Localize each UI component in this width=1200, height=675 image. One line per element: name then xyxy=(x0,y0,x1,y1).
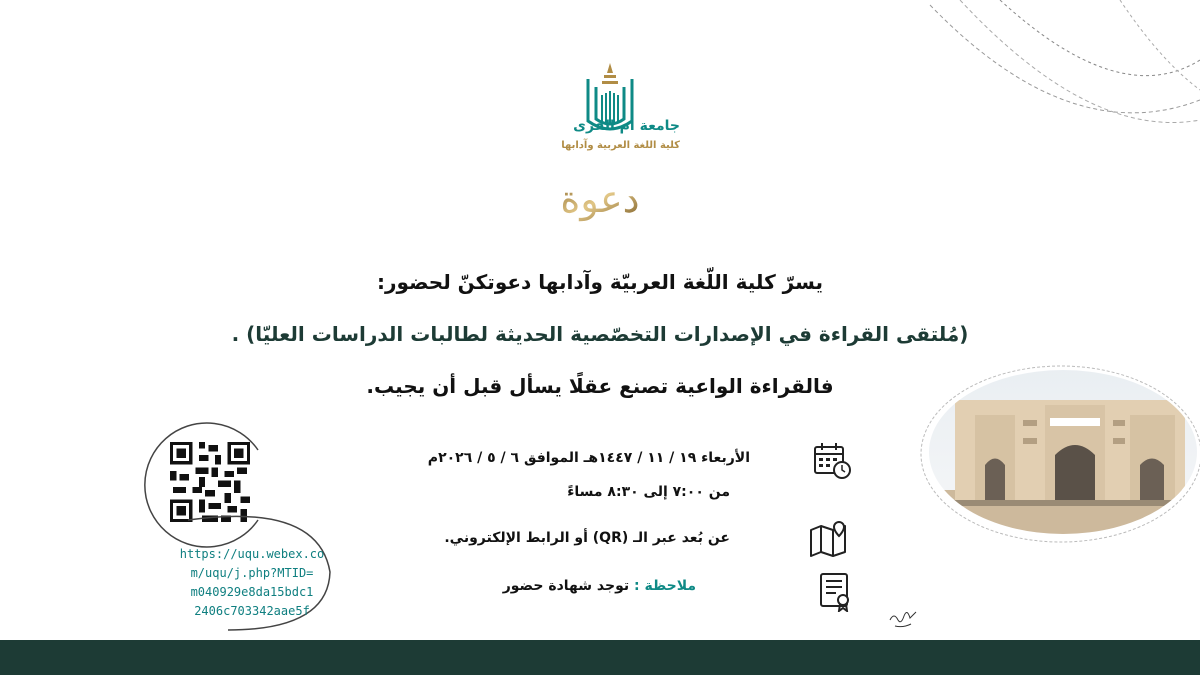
slogan: فالقراءة الواعية تصنع عقلًا يسأل قبل أن يجيب. xyxy=(366,374,834,398)
note-label: ملاحظة : xyxy=(634,578,696,594)
invitation-calligraphy xyxy=(500,170,700,230)
meeting-link-line[interactable]: https://uqu.webex.co xyxy=(179,547,325,561)
calendar-clock-icon xyxy=(812,440,852,480)
meeting-link-line[interactable]: 2406c703342aae5f xyxy=(194,604,310,618)
invitation-word: دعوة xyxy=(560,177,640,221)
attendance-mode: عن بُعد عبر الـ (QR) أو الرابط الإلكتروني. xyxy=(444,530,730,546)
meeting-link[interactable] xyxy=(172,545,332,621)
event-title: (مُلتقى القراءة في الإصدارات التخصّصية الحديثة لطالبات الدراسات العليّا) . xyxy=(231,322,969,346)
campus-photo xyxy=(915,360,1200,545)
map-pin-icon xyxy=(808,518,848,558)
note xyxy=(380,578,696,594)
event-time: من ٧:٠٠ إلى ٨:٣٠ مساءً xyxy=(567,484,730,500)
decorative-arcs xyxy=(920,0,1200,140)
university-name: جامعة أم القرى xyxy=(573,118,680,134)
meeting-link-line[interactable]: m040929e8da15bdc1 xyxy=(190,585,314,599)
qr-code-icon[interactable] xyxy=(170,442,250,522)
college-name: كلية اللغة العربية وآدابها xyxy=(561,140,680,151)
signature-mark xyxy=(885,600,925,630)
footer-bar xyxy=(0,640,1200,675)
intro-text: يسرّ كلية اللّغة العربيّة وآدابها دعوتكنّ لحضور: xyxy=(377,270,823,294)
event-date: الأربعاء ١٩ / ١١ / ١٤٤٧هـ الموافق ٦ / ٥ / ٢٠٢٦م xyxy=(427,450,750,466)
certificate-icon xyxy=(816,572,856,612)
note-text: توجد شهادة حضور xyxy=(502,578,630,594)
meeting-link-line[interactable]: m/uqu/j.php?MTID= xyxy=(190,566,314,580)
